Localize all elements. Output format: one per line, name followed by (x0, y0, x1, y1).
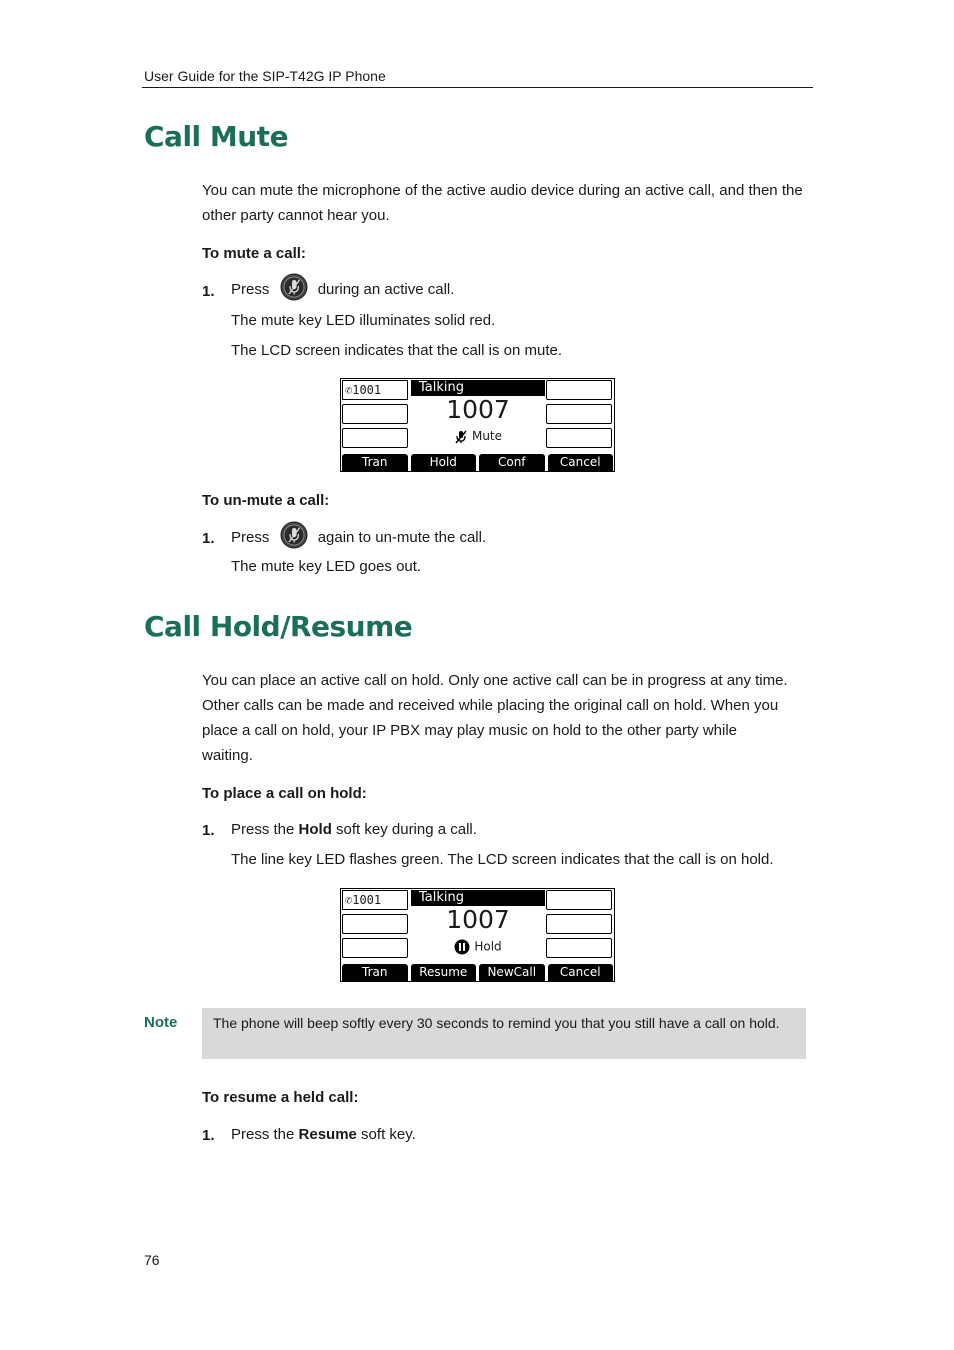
softkey-newcall[interactable]: NewCall (479, 964, 545, 981)
unmute-led-note: The mute key LED goes out. (231, 558, 422, 575)
resume-step-post: soft key. (356, 1126, 416, 1143)
note-box (202, 1008, 806, 1059)
resume-subheading: To resume a held call: (202, 1089, 359, 1106)
page-header-title: User Guide for the SIP-T42G IP Phone (144, 68, 386, 84)
line-key-slot-empty (342, 914, 408, 934)
lcd-status-label: Hold (474, 939, 502, 954)
resume-step-text (231, 1124, 416, 1146)
call-hold-intro-line: Other calls can be made and received while placing the original call on hold. When you (202, 697, 779, 714)
line-key-slot-empty (342, 404, 408, 424)
call-hold-intro-line: You can place an active call on hold. Only one active call can be in progress at any time. (202, 672, 788, 689)
line-key-slot-empty (546, 428, 612, 448)
line-key-slot (342, 890, 408, 910)
hold-step-text (231, 819, 477, 841)
hold-step-key: Hold (298, 821, 332, 838)
header-rule (142, 87, 813, 88)
mute-key-icon (280, 521, 308, 549)
phone-icon: ✆ (345, 383, 353, 397)
hold-step-post: soft key during a call. (331, 821, 477, 838)
lcd-screen-hold (340, 888, 615, 982)
call-mute-heading: Call Mute (144, 120, 289, 153)
softkey-tran[interactable]: Tran (342, 964, 408, 981)
hold-step-pre: Press the (231, 821, 299, 838)
lcd-status-label: Mute (471, 429, 503, 443)
softkey-bar (341, 964, 614, 981)
resume-step-number: 1. (202, 1127, 215, 1144)
line-key-slot-empty (546, 890, 612, 910)
lcd-number: 1007 (446, 905, 510, 934)
mute-lcd-note: The LCD screen indicates that the call is on mute. (231, 342, 562, 359)
hold-subheading: To place a call on hold: (202, 785, 367, 802)
unmute-step-pre: Press (231, 529, 270, 546)
line-label (343, 891, 407, 909)
mute-key-icon (280, 273, 308, 301)
line-key-slot-empty (546, 938, 612, 958)
resume-step-key: Resume (298, 1126, 357, 1143)
line-key-slot (342, 380, 408, 400)
note-text: The phone will beep softly every 30 seconds to remind you that you still have a call on hold. (213, 1015, 780, 1031)
mute-led-note: The mute key LED illuminates solid red. (231, 312, 496, 329)
softkey-conf[interactable]: Conf (479, 454, 545, 471)
line-number: 1001 (352, 383, 382, 397)
call-hold-intro (202, 668, 832, 768)
mute-step-text (231, 279, 454, 301)
softkey-hold[interactable]: Hold (411, 454, 477, 471)
resume-step-pre: Press the (231, 1126, 299, 1143)
phone-icon: ✆ (345, 893, 353, 907)
call-hold-intro-line: place a call on hold, your IP PBX may play music on hold to the other party while (202, 722, 738, 739)
line-key-slot-empty (546, 914, 612, 934)
call-mute-intro: You can mute the microphone of the active audio device during an active call, and then the other party cannot hear you. (202, 182, 803, 224)
unmute-subheading: To un-mute a call: (202, 492, 330, 509)
mute-step-post: during an active call. (317, 281, 455, 298)
call-hold-heading: Call Hold/Resume (144, 610, 413, 643)
unmute-step-text (231, 527, 486, 549)
softkey-bar (341, 454, 614, 471)
note-label: Note (144, 1014, 178, 1031)
hold-step-number: 1. (202, 822, 215, 839)
softkey-cancel[interactable]: Cancel (548, 964, 614, 981)
unmute-step-number: 1. (202, 530, 215, 547)
unmute-step-post: again to un-mute the call. (317, 529, 487, 546)
mute-icon (454, 430, 468, 444)
mute-subheading: To mute a call: (202, 245, 306, 262)
line-number: 1001 (352, 893, 382, 907)
lcd-title: Talking (411, 380, 545, 396)
page-number: 76 (144, 1252, 160, 1268)
line-key-slot-empty (546, 380, 612, 400)
lcd-number: 1007 (446, 395, 510, 424)
hold-icon (454, 939, 470, 955)
lcd-status (411, 429, 545, 444)
line-key-slot-empty (342, 428, 408, 448)
line-key-slot-empty (342, 938, 408, 958)
call-hold-intro-line: waiting. (202, 747, 253, 764)
line-label (343, 381, 407, 399)
mute-step-pre: Press (231, 281, 270, 298)
lcd-screen-mute (340, 378, 615, 472)
hold-lcd-note: The line key LED flashes green. The LCD screen indicates that the call is on hold. (231, 851, 774, 868)
softkey-cancel[interactable]: Cancel (548, 454, 614, 471)
softkey-resume[interactable]: Resume (411, 964, 477, 981)
lcd-status (411, 939, 545, 955)
mute-step-number: 1. (202, 283, 215, 300)
lcd-title: Talking (411, 890, 545, 906)
line-key-slot-empty (546, 404, 612, 424)
softkey-tran[interactable]: Tran (342, 454, 408, 471)
